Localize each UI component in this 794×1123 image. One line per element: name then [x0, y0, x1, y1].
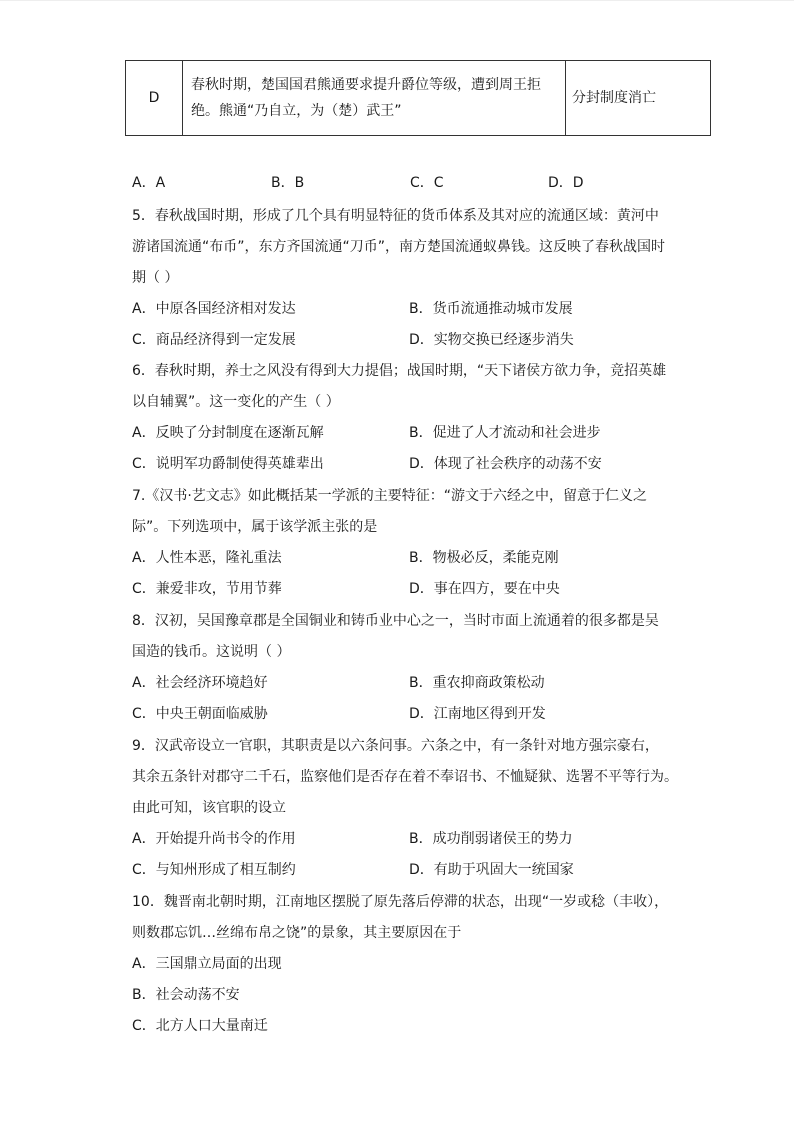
q5-stem-line: 期（ ）: [132, 270, 179, 286]
q6-stem-line: 以自辅翼”。这一变化的产生（ ）: [132, 394, 340, 410]
q9-option-d[interactable]: D．有助于巩固大一统国家: [409, 862, 574, 878]
q8-option-c[interactable]: C．中央王朝面临威胁: [132, 706, 268, 722]
q10-stem-line: 则数郡忘饥…丝绵布帛之饶”的景象，其主要原因在于: [132, 925, 462, 941]
option-description-cell: [183, 61, 566, 136]
q6-option-a[interactable]: A．反映了分封制度在逐渐瓦解: [132, 425, 324, 441]
q8-option-a[interactable]: A．社会经济环境趋好: [132, 675, 268, 691]
q9-option-c[interactable]: C．与知州形成了相互制约: [132, 862, 296, 878]
q4-option-c[interactable]: C．C: [410, 175, 444, 191]
q9-stem-line: 由此可知，该官职的设立: [132, 800, 286, 816]
q9-option-a[interactable]: A．开始提升尚书令的作用: [132, 831, 296, 847]
q9-stem-line: 9．汉武帝设立一官职，其职责是以六条问事。六条之中，有一条针对地方强宗豪右，: [132, 738, 659, 754]
q5-stem-line: 游诸国流通“布币”，东方齐国流通“刀币”，南方楚国流通蚁鼻钱。这反映了春秋战国时: [132, 239, 666, 255]
q6-option-d[interactable]: D．体现了社会秩序的动荡不安: [409, 456, 602, 472]
q4-option-a[interactable]: A．A: [132, 175, 166, 191]
page-top-edge: [0, 0, 794, 1]
q10-option-a[interactable]: A．三国鼎立局面的出现: [132, 956, 282, 972]
q7-option-b[interactable]: B．物极必反，柔能克刚: [409, 550, 559, 566]
q7-stem-line: 7.《汉书·艺文志》如此概括某一学派的主要特征：“游文于六经之中，留意于仁义之: [132, 488, 648, 504]
q4-options: [132, 172, 732, 192]
q8-option-b[interactable]: B．重农抑商政策松动: [409, 675, 545, 691]
q7-option-a[interactable]: A．人性本恶，隆礼重法: [132, 550, 282, 566]
q7-stem-line: 际”。下列选项中，属于该学派主张的是: [132, 519, 378, 535]
q7-options-row: [132, 578, 732, 598]
description-line: 春秋时期，楚国国君熊通要求提升爵位等级，遭到周王拒: [191, 77, 541, 93]
q7-options-row: [132, 547, 732, 567]
option-result-cell: 分封制度消亡: [566, 61, 711, 136]
q10-stem-line: 10．魏晋南北朝时期，江南地区摆脱了原先落后停滞的状态，出现“一岁或稔（丰收），: [132, 894, 669, 910]
q8-stem-line: 8．汉初，吴国豫章郡是全国铜业和铸币业中心之一，当时市面上流通着的很多都是吴: [132, 613, 659, 629]
option-letter-cell: D: [126, 61, 183, 136]
q10-option-b[interactable]: B．社会动荡不安: [132, 987, 240, 1003]
q6-stem-line: 6．春秋时期，养士之风没有得到大力提倡；战国时期，“天下诸侯方欲力争，竞招英雄: [132, 363, 667, 379]
q6-option-b[interactable]: B．促进了人才流动和社会进步: [409, 425, 601, 441]
q6-option-c[interactable]: C．说明军功爵制使得英雄辈出: [132, 456, 324, 472]
q5-option-a[interactable]: A．中原各国经济相对发达: [132, 301, 296, 317]
q5-stem-line: 5．春秋战国时期，形成了几个具有明显特征的货币体系及其对应的流通区域：黄河中: [132, 208, 659, 224]
q5-options-row: [132, 329, 732, 349]
q10-option-c[interactable]: C．北方人口大量南迁: [132, 1018, 268, 1034]
q8-stem-line: 国造的钱币。这说明（ ）: [132, 644, 291, 660]
q9-options-row: [132, 859, 732, 879]
answer-option-table: [125, 60, 711, 136]
q9-stem-line: 其余五条针对郡守二千石，监察他们是否存在着不奉诏书、不恤疑狱、选署不平等行为。: [132, 769, 678, 785]
q7-option-d[interactable]: D．事在四方，要在中央: [409, 581, 560, 597]
q5-option-b[interactable]: B．货币流通推动城市发展: [409, 301, 573, 317]
q5-option-d[interactable]: D．实物交换已经逐步消失: [409, 332, 574, 348]
q5-options-row: [132, 298, 732, 318]
table-row: [126, 61, 711, 136]
q4-option-b[interactable]: B．B: [271, 175, 305, 191]
q9-options-row: [132, 828, 732, 848]
description-line: 绝。熊通“乃自立，为（楚）武王”: [191, 103, 402, 119]
q8-options-row: [132, 672, 732, 692]
q8-option-d[interactable]: D．江南地区得到开发: [409, 706, 546, 722]
q8-options-row: [132, 703, 732, 723]
q5-option-c[interactable]: C．商品经济得到一定发展: [132, 332, 296, 348]
q9-option-b[interactable]: B．成功削弱诸侯王的势力: [409, 831, 573, 847]
q6-options-row: [132, 422, 732, 442]
q6-options-row: [132, 453, 732, 473]
q7-option-c[interactable]: C．兼爱非攻，节用节葬: [132, 581, 282, 597]
q4-option-d[interactable]: D．D: [548, 175, 584, 191]
